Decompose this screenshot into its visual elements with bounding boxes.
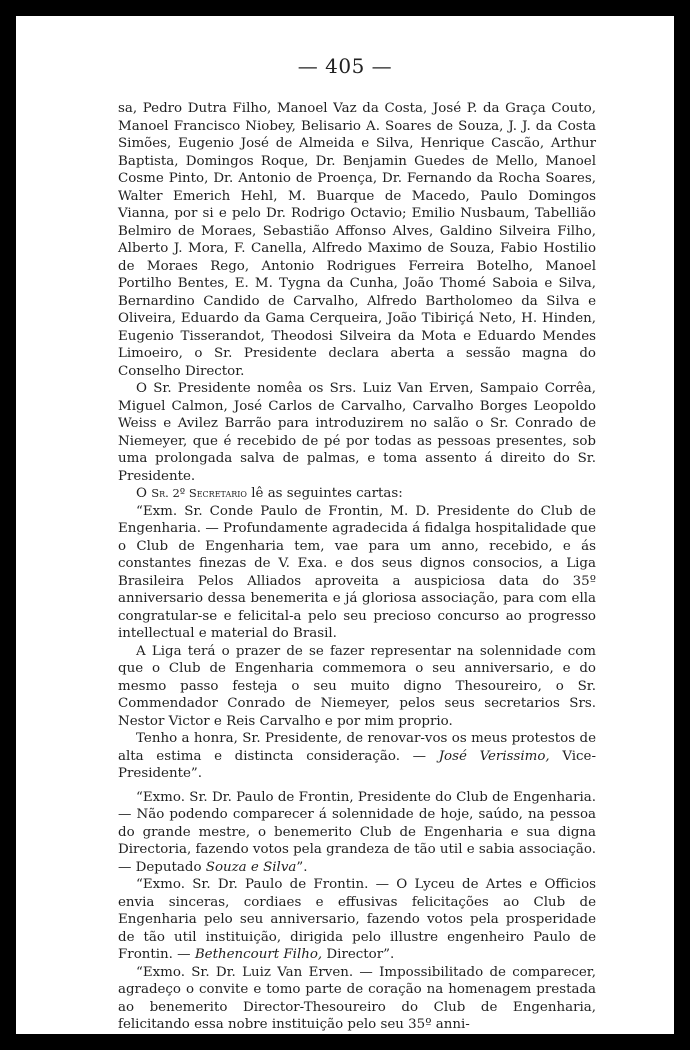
letter-liga-closing [118, 730, 596, 783]
paragraph-text: O Sr. Presidente nomêa os Srs. Luiz Van Erven, Sampaio Corrêa, Miguel Calmon, José Carlos de Carvalho, Carvalho Borges Leopoldo Weiss e Avilez Barrão para introduzirem no salão o Sr. Conrado de Niemeyer, que é recebido de pé por todas as pessoas presentes, sob uma prolongada salva de palmas, e toma assento á direito do Sr. Presidente. [118, 381, 596, 484]
paragraph-presidente-nomea [118, 380, 596, 485]
signature-name: Bethencourt Filho, [194, 947, 323, 962]
page-number: — 405 — [297, 54, 393, 78]
paragraph-pre: O [136, 486, 152, 501]
paragraph-text: “Exmo. Sr. Dr. Luiz Van Erven. — Impossibilitado de comparecer, agradeço o convite e tomo parte de coração na homenagem prestada ao benemerito Director-Thesoureiro do Club de Engenharia, felicitando essa nobre instituição pelo seu 35º anni- [118, 964, 596, 1032]
paragraph-text: sa, Pedro Dutra Filho, Manoel Vaz da Costa, José P. da Graça Couto, Manoel Francisco Niobey, Belisario A. Soares de Souza, J. J. da Costa Simões, Eugenio José de Almeida e Silva, Henrique Cascão, Arthur Baptista, Domingos Roque, Dr. Benjamin Guedes de Mello, Manoel Cosme Pinto, Dr. Antonio de Proença, Dr. Fernando da Rocha Soares, Walter Emerich Hehl, M. Buarque de Macedo, Paulo Domingos Vianna, por si e pelo Dr. Rodrigo Octavio; Emilio Nusbaum, Tabellião Belmiro de Moraes, Sebastião Affonso Alves, Galdino Silveira Filho, Alberto J. Mora, F. Canella, Alfredo Maximo de Souza, Fabio Hostilio de Moraes Rego, Antonio Rodrigues Ferreira Botelho, Manoel Portilho Bentes, E. M. Tygna da Cunha, João Thomé Saboia e Silva, Bernardino Candido de Carvalho, Alfredo Bartholomeo da Silva e Oliveira, Eduardo da Gama Cerqueira, João Tibiriçá Neto, H. Hinden, Eugenio Tisserandot, Theodosi Silveira da Mota e Eduardo Mendes Limoeiro, o Sr. Presidente declara aberta a sessão magna do Conselho Director. [118, 101, 596, 379]
paragraph-post: ”. [296, 859, 308, 875]
paragraph-text: “Exmo. Sr. Dr. Paulo de Frontin, Presidente do Club de Engenharia. — Não podendo comparecer á solennidade de hoje, saúdo, na pessoa do grande mestre, o benemerito Club de Engenharia e sua digna Directoria, fazendo votos pela grandeza de tão util e sabia associação. — Deputado [118, 789, 597, 875]
paragraph-text: lê as seguintes cartas: [246, 486, 403, 501]
paragraph-post: Vice-Presidente”. [118, 748, 596, 781]
signature-name: Souza e Silva [205, 859, 297, 875]
letter-liga-continued [118, 643, 596, 731]
paragraph-text: “Exmo. Sr. Dr. Paulo de Frontin. — O Lyceu de Artes e Officios envia sinceras, cordiaes e effusivas felicitações ao Club de Engenharia pelo seu anniversario, fazendo votos pela prosperidade de tão util instituição, dirigida pelo illustre engenheiro Paulo de Frontin. — [118, 877, 596, 962]
body-text [118, 100, 596, 1034]
small-caps-title: Sr. 2º Secretario [151, 486, 247, 500]
letter-van-erven [118, 964, 596, 1034]
paragraph-post: Director”. [322, 947, 395, 962]
paragraph-secretario [118, 485, 596, 503]
letter-souza-e-silva [118, 789, 596, 877]
paragraph-attendees [118, 100, 596, 380]
letter-lyceu [118, 876, 596, 964]
book-page [16, 16, 674, 1034]
letter-liga-brasileira [118, 503, 596, 643]
paragraph-text: Tenho a honra, Sr. Presidente, de renovar-vos os meus protestos de alta estima e distincta consideração. — [118, 731, 596, 764]
paragraph-text: “Exm. Sr. Conde Paulo de Frontin, M. D. Presidente do Club de Engenharia. — Profundamente agradecida á fidalga hospitalidade que o Club de Engenharia tem, vae para um anno, recebido, e ás constantes finezas de V. Exa. e dos seus dignos consocios, a Liga Brasileira Pelos Alliados aproveita a auspiciosa data do 35º anniversario dessa benemerita e já gloriosa associação, para com ella congratular-se e felicital-a pelo seu precioso concurso ao progresso intellectual e material do Brasil. [118, 503, 596, 641]
paragraph-text: A Liga terá o prazer de se fazer representar na solennidade com que o Club de Engenharia commemora o seu anniversario, e do mesmo passo festeja o seu muito digno Thesoureiro, o Sr. Commendador Conrado de Niemeyer, pelos seus secretarios Srs. Nestor Victor e Reis Carvalho e por mim proprio. [118, 643, 596, 729]
signature-name: José Verissimo, [438, 748, 550, 764]
